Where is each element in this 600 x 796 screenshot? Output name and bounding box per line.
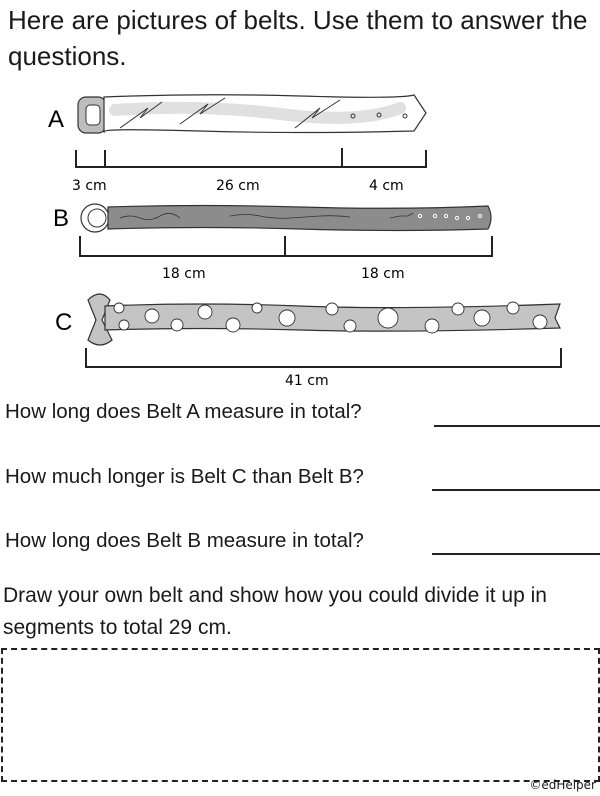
answer-line-1[interactable] bbox=[434, 425, 600, 427]
question-3: How long does Belt B measure in total? bbox=[5, 529, 364, 552]
belt-b-letter: B bbox=[53, 205, 70, 232]
draw-task: Draw your own belt and show how you could divide it up in segments to total 29 cm. bbox=[3, 584, 547, 639]
belt-a-letter: A bbox=[48, 106, 65, 133]
answer-line-2[interactable] bbox=[432, 489, 600, 491]
answer-line-3[interactable] bbox=[432, 553, 600, 555]
instructions: Here are pictures of belts. Use them to answer the questions. bbox=[8, 5, 588, 71]
belt-b-segment-1: 18 cm bbox=[162, 266, 206, 282]
belt-b-measure-bar bbox=[80, 236, 492, 256]
belt-b-segment-2: 18 cm bbox=[361, 266, 405, 282]
belt-a-segment-2: 26 cm bbox=[216, 178, 260, 194]
belt-a-segment-3: 4 cm bbox=[369, 178, 404, 194]
belt-b-strap bbox=[108, 206, 491, 231]
belt-a-buckle-hole bbox=[86, 105, 100, 125]
belt-b bbox=[53, 204, 492, 282]
belt-a-segment-1: 3 cm bbox=[72, 178, 107, 194]
belt-c-segment-1: 41 cm bbox=[285, 373, 329, 389]
belt-c bbox=[55, 294, 561, 389]
belt-a bbox=[48, 95, 426, 194]
belt-c-letter: C bbox=[55, 309, 73, 336]
belt-a-measure-bar bbox=[76, 148, 426, 167]
copyright: ©edHelper bbox=[529, 778, 596, 792]
belt-c-measure-bar bbox=[86, 348, 561, 367]
question-2: How much longer is Belt C than Belt B? bbox=[5, 465, 364, 488]
drawing-area[interactable] bbox=[1, 648, 600, 782]
belt-b-buckle-inner bbox=[88, 209, 106, 227]
question-1: How long does Belt A measure in total? bbox=[5, 400, 362, 423]
